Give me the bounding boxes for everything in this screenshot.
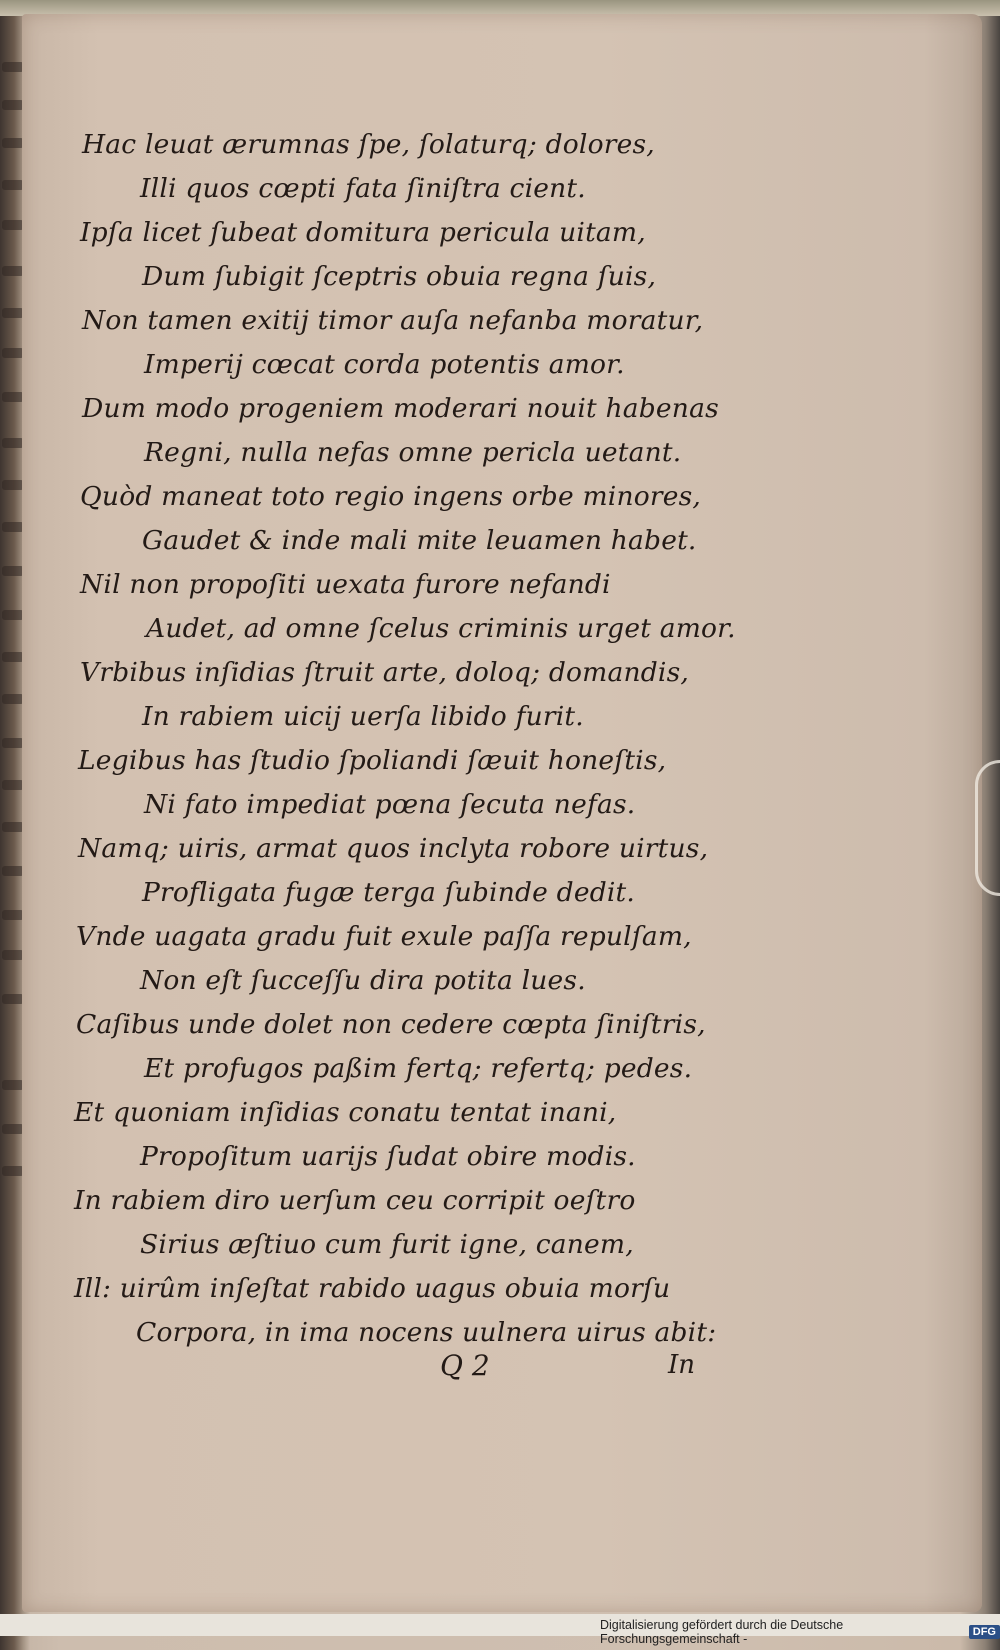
verse-line: Regni, nulla nefas omne pericla uetant. [144, 437, 682, 468]
verse-line: Gaudet & inde mali mite leuamen habet. [142, 525, 697, 556]
catchword: In [668, 1350, 696, 1380]
dfg-logo: DFG [969, 1625, 1000, 1639]
poem-text [70, 98, 790, 1348]
verse-line: Namq; uiris, armat quos inclyta robore uirtus, [78, 833, 709, 864]
verse-line: Dum modo progeniem moderari nouit habenas [82, 393, 719, 424]
verse-line: Sirius æſtiuo cum furit igne, canem, [140, 1229, 634, 1260]
verse-line: Illi quos cœpti fata ſiniſtra cient. [140, 173, 586, 204]
verse-line: Et quoniam inſidias conatu tentat inani, [74, 1097, 617, 1128]
verse-line: Audet, ad omne ſcelus criminis urget amor. [146, 613, 736, 644]
verse-line: In rabiem diro uerſum ceu corripit oeſtro [74, 1185, 636, 1216]
verse-line: Imperij cœcat corda potentis amor. [144, 349, 625, 380]
digitization-credit [600, 1618, 1000, 1646]
verse-line: Legibus has ſtudio ſpoliandi ſæuit honeſtis, [78, 745, 667, 776]
page-clip-mark [975, 760, 1000, 896]
signature-mark: Q 2 [440, 1349, 490, 1382]
verse-line: Non tamen exitij timor auſa nefanba moratur, [82, 305, 704, 336]
credit-text: Digitalisierung gefördert durch die Deutsche Forschungsgemeinschaft - [600, 1618, 844, 1646]
verse-line: Vnde uagata gradu fuit exule paſſa repulſam, [76, 921, 692, 952]
verse-line: In rabiem uicij uerſa libido furit. [142, 701, 584, 732]
verse-line: Hac leuat ærumnas ſpe, ſolaturq; dolores, [82, 129, 655, 160]
verse-line: Caſibus unde dolet non cedere cœpta ſiniſtris, [76, 1009, 706, 1040]
verse-line: Ni fato impediat pœna ſecuta nefas. [144, 789, 636, 820]
verse-line: Nil non propoſiti uexata furore nefandi [80, 569, 611, 600]
verse-line: Ipſa licet ſubeat domitura pericula uitam, [80, 217, 646, 248]
verse-line: Non eſt ſucceſſu dira potita lues. [140, 965, 586, 996]
verse-line: Ill: uirûm inſeſtat rabido uagus obuia morſu [74, 1273, 671, 1304]
verse-line: Vrbibus inſidias ſtruit arte, doloq; domandis, [80, 657, 690, 688]
verse-line: Profligata fugæ terga ſubinde dedit. [142, 877, 636, 908]
verse-line: Dum ſubigit ſceptris obuia regna ſuis, [142, 261, 657, 292]
verse-line: Et profugos paßim fertq; refertq; pedes. [144, 1053, 693, 1084]
verse-line: Corpora, in ima nocens uulnera uirus abit: [136, 1317, 717, 1348]
verse-line: Quòd maneat toto regio ingens orbe minores, [80, 481, 702, 512]
verse-line: Propoſitum uarijs ſudat obire modis. [140, 1141, 636, 1172]
